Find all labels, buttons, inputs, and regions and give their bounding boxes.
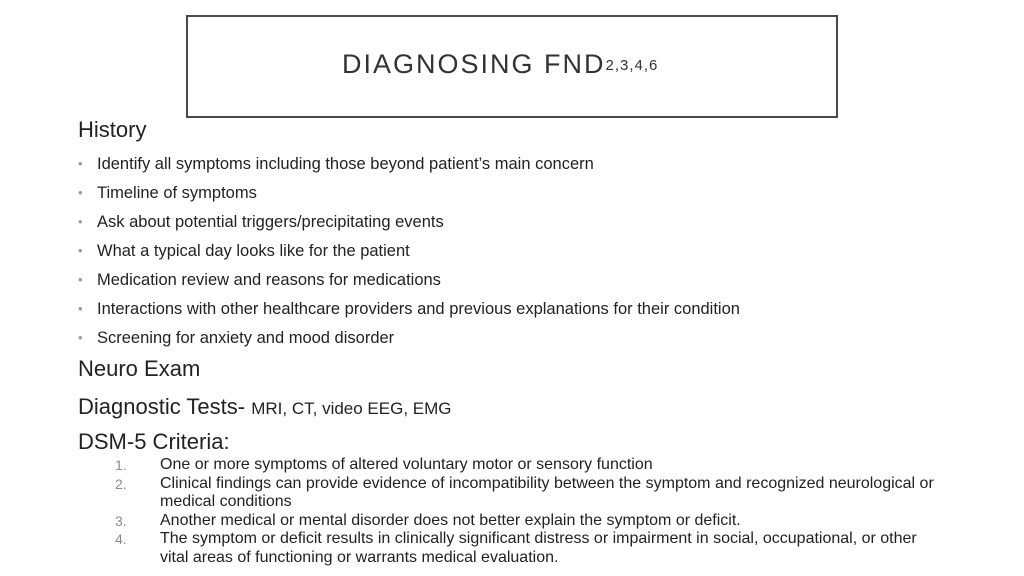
slide-title-text: DIAGNOSING FND bbox=[342, 49, 606, 79]
bullet-icon: • bbox=[78, 301, 83, 316]
history-item-text: Medication review and reasons for medications bbox=[97, 271, 441, 289]
history-list bbox=[78, 151, 740, 354]
dsm5-criteria-list bbox=[111, 456, 941, 567]
bullet-icon: • bbox=[78, 185, 83, 200]
history-item bbox=[78, 209, 740, 238]
history-item-text: Screening for anxiety and mood disorder bbox=[97, 329, 395, 347]
criteria-text: Clinical findings can provide evidence of incompatibility between the symptom and recognized neurological or medical conditions bbox=[160, 474, 934, 510]
bullet-icon: • bbox=[78, 330, 83, 345]
criteria-text: One or more symptoms of altered voluntary motor or sensory function bbox=[160, 456, 653, 473]
history-item-text: What a typical day looks like for the patient bbox=[97, 242, 410, 260]
history-item-text: Interactions with other healthcare providers and previous explanations for their condition bbox=[97, 300, 740, 318]
bullet-icon: • bbox=[78, 156, 83, 171]
bullet-icon: • bbox=[78, 272, 83, 287]
criteria-item bbox=[111, 475, 941, 512]
history-item bbox=[78, 151, 740, 180]
criteria-item bbox=[111, 512, 941, 531]
criteria-number: 2. bbox=[115, 475, 127, 492]
history-item bbox=[78, 296, 740, 325]
criteria-item bbox=[111, 456, 941, 475]
diagnostic-tests-detail: MRI, CT, video EEG, EMG bbox=[251, 399, 452, 418]
history-item-text: Timeline of symptoms bbox=[97, 184, 257, 202]
criteria-text: Another medical or mental disorder does not better explain the symptom or deficit. bbox=[160, 511, 741, 529]
history-item-text: Ask about potential triggers/precipitating events bbox=[97, 213, 444, 231]
bullet-icon: • bbox=[78, 243, 83, 258]
history-item-text: Identify all symptoms including those beyond patient’s main concern bbox=[97, 155, 594, 173]
slide-title bbox=[342, 49, 658, 80]
history-item bbox=[78, 325, 740, 354]
diagnostic-tests-label: Diagnostic Tests- bbox=[78, 394, 246, 419]
criteria-number: 3. bbox=[115, 512, 127, 529]
title-citation: 2,3,4,6 bbox=[605, 57, 659, 74]
bullet-icon: • bbox=[78, 214, 83, 229]
diagnostic-tests-heading bbox=[78, 394, 452, 420]
history-item bbox=[78, 238, 740, 267]
title-box bbox=[186, 15, 838, 118]
history-item bbox=[78, 180, 740, 209]
history-heading: History bbox=[78, 117, 147, 142]
criteria-number: 4. bbox=[115, 531, 127, 547]
criteria-item bbox=[111, 530, 941, 567]
neuro-exam-heading: Neuro Exam bbox=[78, 356, 201, 381]
dsm5-heading: DSM-5 Criteria: bbox=[78, 429, 230, 454]
criteria-number: 1. bbox=[115, 457, 127, 473]
history-item bbox=[78, 267, 740, 296]
criteria-text: The symptom or deficit results in clinically significant distress or impairment in social, occupational, or other vital areas of functioning or warrants medical evaluation. bbox=[160, 530, 917, 566]
